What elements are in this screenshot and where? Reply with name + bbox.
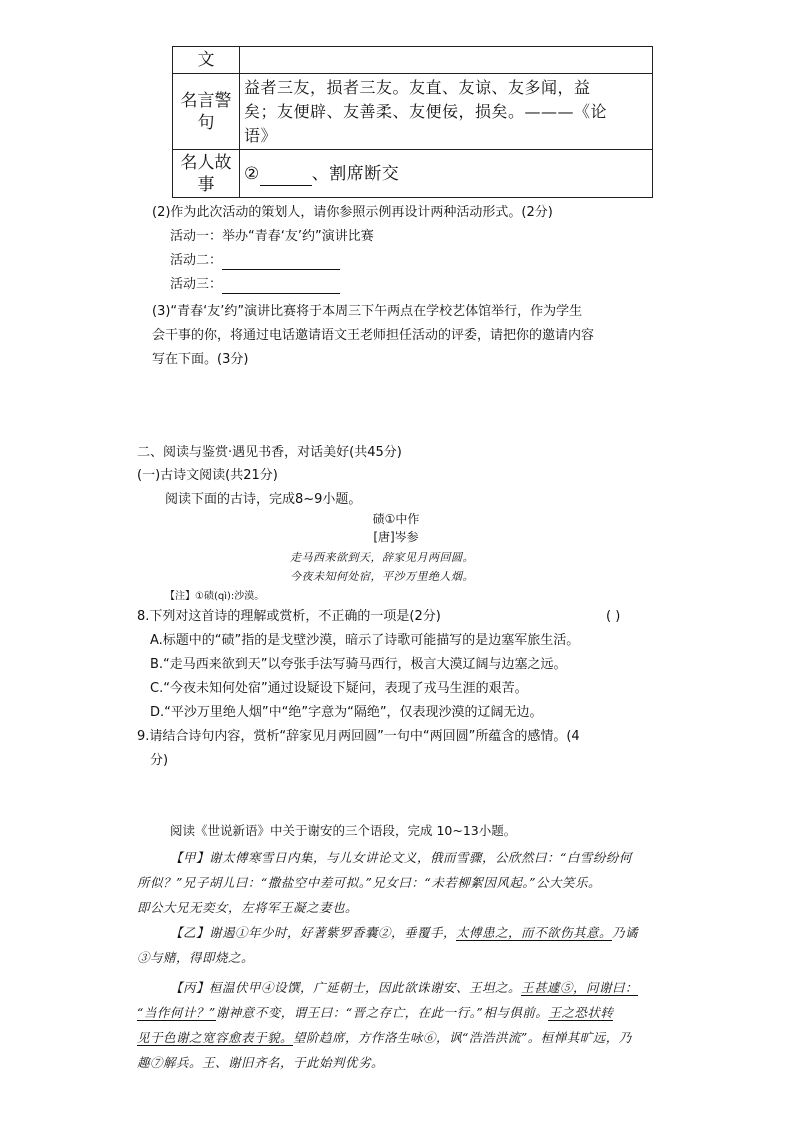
yi-post: 乃谲 [612, 925, 639, 940]
story-suffix: 、割席断交 [311, 163, 400, 184]
row-head-stories [173, 150, 240, 198]
q3-line-2: 会干事的你，将通过电话邀请语文王老师担任活动的评委，请把你的邀请内容 [152, 328, 595, 343]
q2-activity3-label: 活动三： [170, 277, 223, 292]
q8-option-b: B.“走马西来欲到天”以夸张手法写骑马西行，极言大漠辽阔与边塞之远。 [150, 657, 567, 672]
poem-note: 【注】①碛(qì):沙漠。 [165, 591, 265, 602]
bing-line2-post: 谢神意不变，谓王曰：“晋之存亡，在此一行。”相与俱前。 [215, 1005, 549, 1020]
literature-table [172, 46, 653, 198]
row-content-stories [240, 150, 653, 198]
q2-activity2-row [170, 252, 340, 270]
q9-line-1: 9.请结合诗句内容，赏析“辞家见月两回圆”一句中“两回圆”所蕴含的感情。(4 [137, 729, 580, 744]
quote-line-1: 益者三友，损者三友。友直、友谅、友多闻，益 [244, 77, 591, 97]
q3-line-3: 写在下面。(3分) [152, 352, 249, 367]
q2-activity1: 活动一：举办“青春‘友’约”演讲比赛 [170, 229, 374, 244]
bing-line-1 [170, 978, 638, 996]
q8-option-a: A.标题中的“碛”指的是戈壁沙漠，暗示了诗歌可能描写的是边塞军旅生活。 [150, 633, 580, 648]
jia-line-2: 所似？”兄子胡儿曰：“撒盐空中差可拟。”兄女曰：“未若柳絮因风起。”公大笑乐。 [137, 875, 601, 890]
bing-line-2 [137, 1003, 613, 1021]
row-head-wen: 文 [173, 47, 240, 74]
q3-line-1: (3)“青春‘友’约”演讲比赛将于本周三下午两点在学校艺体馆举行，作为学生 [152, 304, 583, 319]
reading2-instruction: 阅读《世说新语》中关于谢安的三个语段，完成 10~13小题。 [170, 823, 517, 838]
row-content-quotes [240, 74, 653, 150]
q8-stem: 8.下列对这首诗的理解或赏析，不正确的一项是(2分) [137, 609, 441, 624]
row-head-quotes-text: 名言警句 [180, 90, 232, 133]
jia-line-1: 【甲】谢太傅寒雪日内集，与儿女讲论文义，俄而雪骤，公欣然曰：“白雪纷纷何 [170, 850, 632, 865]
q8-answer-paren[interactable]: ( ) [606, 609, 621, 624]
jia-line-3: 即公大兄无奕女，左将军王凝之妻也。 [137, 900, 359, 915]
poem-line-1: 走马西来欲到天，辞家见月两回圆。 [290, 551, 474, 564]
yi-pre: 【乙】谢遏①年少时，好著紫罗香囊②，垂覆手， [170, 925, 457, 940]
poem-line-2: 今夜未知何处宿，平沙万里绝人烟。 [290, 570, 474, 583]
yi-line-2: ③与赌，得即烧之。 [137, 950, 255, 965]
section2-title: 二、阅读与鉴赏·遇见书香，对话美好(共45分) [137, 445, 402, 460]
q2-activity3-row [170, 276, 340, 294]
bing-line3-underlined: 见于色谢之宽容愈表于貌。 [137, 1030, 294, 1045]
q8-option-d: D.“平沙万里绝人烟”中“绝”字意为“隔绝”，仅表现沙漠的辽阔无边。 [150, 705, 543, 720]
q2-prompt: (2)作为此次活动的策划人，请你参照示例再设计两种活动形式。(2分) [152, 205, 553, 220]
bing-line2-underlined: “当作何计？” [137, 1005, 216, 1020]
bing-line-3 [137, 1028, 632, 1046]
bing-underlined-1: 王甚遽⑤，问谢曰： [521, 980, 639, 995]
poem-author: [唐]岑参 [373, 530, 419, 544]
bing-line-4: 趣⑦解兵。王、谢旧齐名，于此始判优劣。 [137, 1055, 385, 1070]
story-blank[interactable] [260, 185, 312, 186]
q8-option-c: C.“今夜未知何处宿”通过设疑设下疑问，表现了戎马生涯的艰苦。 [150, 681, 528, 696]
activity2-blank[interactable] [222, 269, 340, 270]
bing-line3-post: 望阶趋席，方作洛生咏⑥，讽“浩浩洪流”。桓惮其旷远，乃 [293, 1030, 632, 1045]
section2-part1: (一)古诗文阅读(共21分) [137, 468, 278, 483]
yi-line-1 [170, 923, 638, 941]
bing-pre: 【丙】桓温伏甲④设馔，广延朝士，因此欲诛谢安、王坦之。 [170, 980, 522, 995]
bing-underlined-2: 王之恐状转 [548, 1005, 614, 1020]
row-head-stories-text: 名人故事 [180, 152, 232, 195]
yi-underlined: 太傅患之，而不欲伤其意。 [456, 925, 613, 940]
q9-line-2: 分) [150, 753, 169, 768]
row-head-quotes [173, 74, 240, 150]
poem-title: 碛①中作 [372, 512, 420, 526]
activity3-blank[interactable] [222, 293, 340, 294]
section2-instruction: 阅读下面的古诗，完成8~9小题。 [165, 492, 362, 507]
q3-text [152, 300, 594, 372]
quote-line-3: 语》 [244, 125, 278, 145]
q2-activity2-label: 活动二： [170, 253, 223, 268]
row-content-wen [240, 47, 653, 74]
quote-line-2: 矣；友便辟、友善柔、友便佞，损矣。———《论 [244, 101, 608, 121]
circle-number: ② [244, 163, 260, 184]
